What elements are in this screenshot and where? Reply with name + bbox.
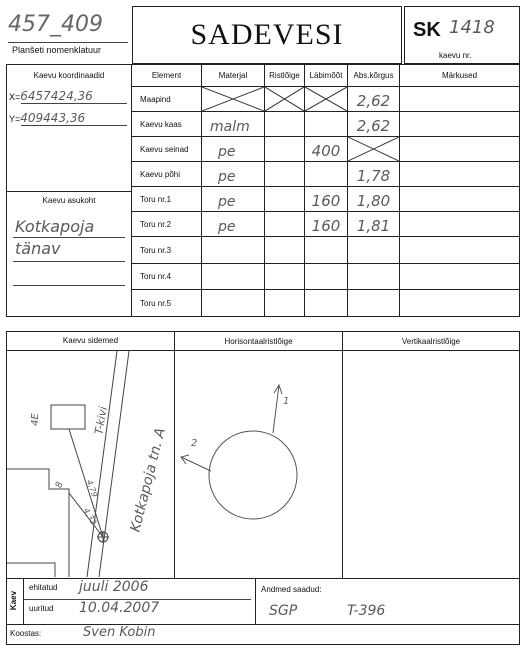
footer-box <box>6 579 520 645</box>
ties-label: Kaevu sidemed <box>62 336 119 345</box>
row-material: pe <box>202 212 265 237</box>
kaev-label: Kaev <box>9 590 19 611</box>
pipe-arrow <box>181 455 189 464</box>
row-elevation <box>348 137 400 162</box>
row-element: Toru nr.4 <box>132 264 202 290</box>
street-line <box>84 351 117 577</box>
row-elevation: 1,81 <box>348 212 400 237</box>
row-section <box>265 187 305 212</box>
well-outline <box>209 431 297 519</box>
row-material: pe <box>202 137 265 162</box>
row-element: Maapind <box>132 87 202 112</box>
row-section <box>265 112 305 137</box>
street-line <box>99 351 129 577</box>
street-a-label: T-kivi <box>92 405 110 436</box>
form-title: SADEVESI <box>190 18 344 51</box>
row-section <box>265 87 305 112</box>
kaev-divider <box>23 579 24 624</box>
row-material: pe <box>202 187 265 212</box>
tie-dimension-3: 4,32 <box>81 506 99 527</box>
row-element: Toru nr.2 <box>132 212 202 237</box>
tie-dimension-1: 8 <box>54 480 66 490</box>
col-header-elevation: Abs.kõrgus <box>348 65 400 87</box>
row-diameter: 160 <box>305 212 348 237</box>
vertical-section-label: Vertikaalristlõige <box>401 337 461 346</box>
sketch-divider-2 <box>342 332 343 578</box>
elements-table <box>132 64 520 317</box>
compiler-value: Sven Kobin <box>83 625 156 640</box>
row-section <box>265 162 305 187</box>
row-element: Kaevu seinad <box>132 137 202 162</box>
row-section <box>265 137 305 162</box>
source-value-1: SGP <box>269 603 298 619</box>
measured-label: uuritud <box>29 604 54 613</box>
col-header-section: Ristlõige <box>265 65 305 87</box>
row-section <box>265 264 305 290</box>
row-material <box>202 264 265 290</box>
row-notes <box>400 137 519 162</box>
sheet-underline <box>8 42 128 43</box>
horizontal-section-label: Horisontaalristlõige <box>224 337 293 346</box>
source-divider <box>255 579 256 624</box>
pipe-1-label: 1 <box>283 396 290 407</box>
row-section <box>265 237 305 264</box>
row-elevation <box>348 264 400 290</box>
pipe-2-label: 2 <box>191 438 198 449</box>
building-number: 4E <box>29 413 41 426</box>
row-elevation: 2,62 <box>348 112 400 137</box>
row-material <box>202 87 265 112</box>
sheet-label: Planšeti nomenklatuur <box>12 45 102 55</box>
source-label: Andmed saadud: <box>261 585 322 594</box>
compiler-label: Koostas: <box>10 629 42 638</box>
row-section <box>265 290 305 317</box>
x-prefix: X= <box>9 92 21 102</box>
row-diameter <box>305 112 348 137</box>
well-number-box <box>404 6 520 64</box>
row-diameter: 400 <box>305 137 348 162</box>
row-diameter <box>305 290 348 317</box>
row-notes <box>400 212 519 237</box>
row-diameter <box>305 87 348 112</box>
row-element: Kaevu põhi <box>132 162 202 187</box>
row-material <box>202 237 265 264</box>
row-diameter <box>305 162 348 187</box>
built-label: ehitatud <box>29 583 58 592</box>
location-underline-2 <box>13 261 125 262</box>
y-value: 409443,36 <box>20 111 86 125</box>
row-elevation: 2,62 <box>348 87 400 112</box>
x-underline <box>21 103 127 104</box>
building-outline <box>7 563 55 577</box>
row-notes <box>400 162 519 187</box>
built-value: juuli 2006 <box>79 579 149 595</box>
row-notes <box>400 87 519 112</box>
row-elevation <box>348 290 400 317</box>
row-elevation: 1,80 <box>348 187 400 212</box>
well-number: 1418 <box>449 17 495 38</box>
location-underline-1 <box>13 237 125 238</box>
col-header-element: Element <box>132 65 202 87</box>
location-underline-3 <box>13 285 125 286</box>
row-section <box>265 212 305 237</box>
location-label: Kaevu asukoht <box>42 196 96 205</box>
row-notes <box>400 264 519 290</box>
x-value: 6457424,36 <box>20 89 93 103</box>
y-underline <box>21 125 127 126</box>
sketch-section <box>6 331 520 579</box>
row-elevation <box>348 237 400 264</box>
not-applicable-cross <box>265 87 304 111</box>
left-panel <box>6 64 132 317</box>
not-applicable-cross <box>305 87 347 111</box>
row-element: Toru nr.1 <box>132 187 202 212</box>
not-applicable-cross <box>348 137 399 161</box>
street-b-label: Kotkapoja tn. A <box>127 426 169 534</box>
row-material: malm <box>202 112 265 137</box>
well-prefix: SK <box>413 19 441 41</box>
pipe-arrow <box>273 385 279 433</box>
not-applicable-cross <box>202 87 264 111</box>
row-material <box>202 290 265 317</box>
row-element: Toru nr.3 <box>132 237 202 264</box>
row-element: Toru nr.5 <box>132 290 202 317</box>
col-header-material: Materjal <box>202 65 265 87</box>
row-diameter <box>305 264 348 290</box>
measured-value: 10.04.2007 <box>79 600 160 616</box>
col-header-diameter: Läbimõõt <box>305 65 348 87</box>
horizontal-section-drawing <box>175 351 342 577</box>
y-prefix: Y= <box>9 114 21 124</box>
col-header-notes: Märkused <box>400 65 519 87</box>
row-notes <box>400 237 519 264</box>
row-diameter: 160 <box>305 187 348 212</box>
row-material: pe <box>202 162 265 187</box>
row-diameter <box>305 237 348 264</box>
sheet-number: 457_409 <box>8 12 103 37</box>
location-line-1: Kotkapoja <box>15 217 95 236</box>
well-label: kaevu nr. <box>439 51 472 60</box>
title-box <box>132 6 402 64</box>
row-element: Kaevu kaas <box>132 112 202 137</box>
row-elevation: 1,78 <box>348 162 400 187</box>
building <box>51 405 85 429</box>
row-notes <box>400 112 519 137</box>
source-value-2: T-396 <box>347 603 386 619</box>
left-panel-divider <box>7 191 131 192</box>
coordinates-label: Kaevu koordinaadid <box>33 71 105 80</box>
tie-dimension-2: 4,79 <box>84 478 100 499</box>
row-notes <box>400 290 519 317</box>
row-notes <box>400 187 519 212</box>
location-line-2: tänav <box>15 239 61 258</box>
